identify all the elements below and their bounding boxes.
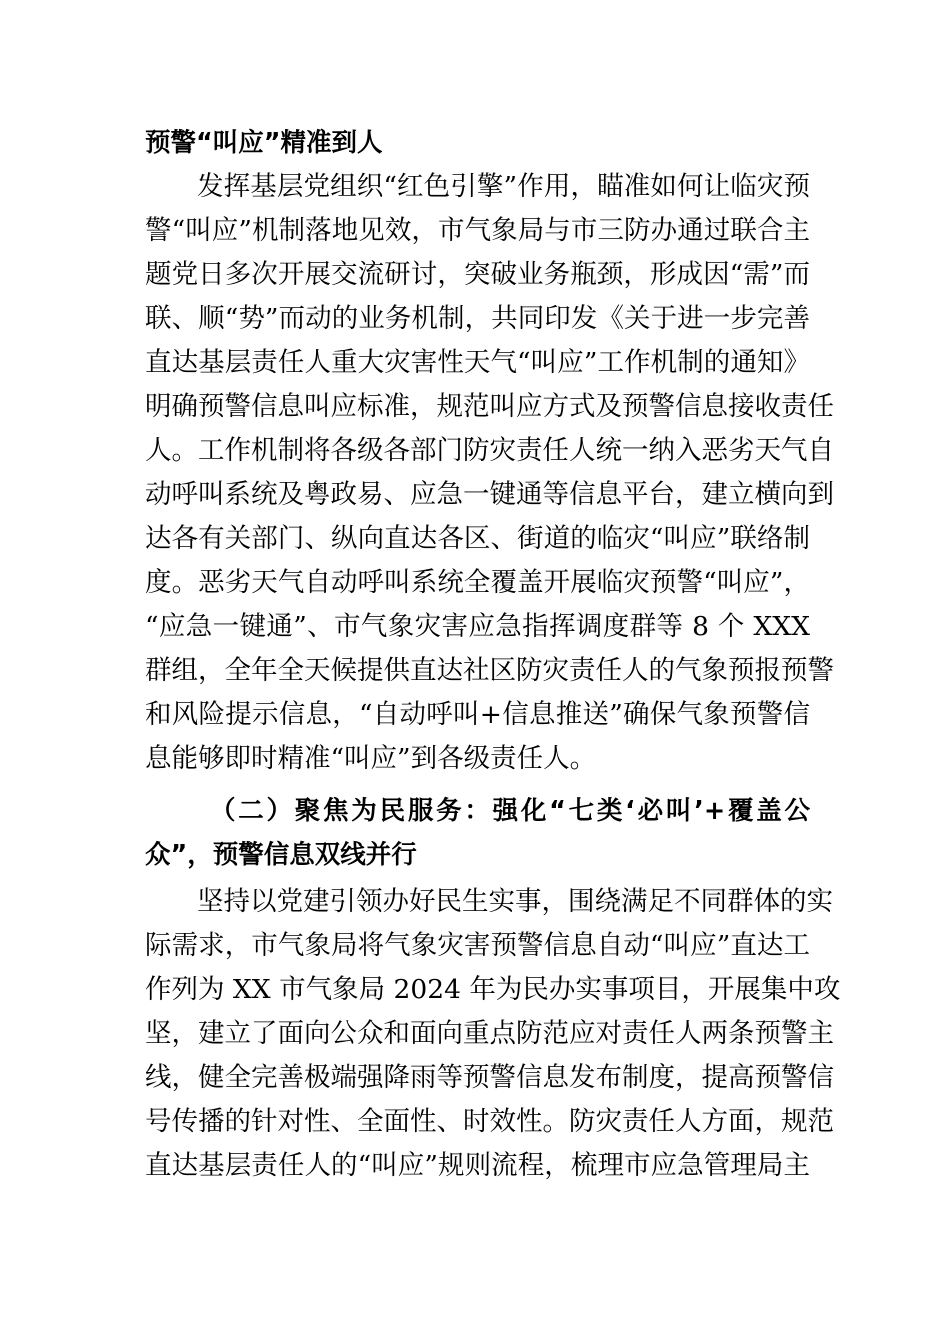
- paragraph-line: 群组，全年全天候提供直达社区防灾责任人的气象预报预警: [145, 655, 834, 686]
- paragraph-line: 明确预警信息叫应标准，规范叫应方式及预警信息接收责任: [145, 391, 834, 422]
- section-heading: 众”，预警信息双线并行: [145, 840, 417, 870]
- paragraph-line: 联、顺“势”而动的业务机制，共同印发《关于进一步完善: [145, 303, 810, 334]
- paragraph-line: 动呼叫系统及粤政易、应急一键通等信息平台，建立横向到: [145, 479, 834, 510]
- paragraph-line: 际需求，市气象局将气象灾害预警信息自动“叫应”直达工: [145, 930, 810, 961]
- paragraph-line: 坚持以党建引领办好民生实事，围绕满足不同群体的实: [197, 886, 833, 917]
- paragraph-line: 度。恶劣天气自动呼叫系统全覆盖开展临灾预警“叫应”，: [145, 567, 810, 598]
- paragraph-line: 发挥基层党组织“红色引擎”作用，瞄准如何让临灾预: [197, 171, 810, 202]
- paragraph-line: 线，健全完善极端强降雨等预警信息发布制度，提高预警信: [145, 1062, 834, 1093]
- paragraph-line: 直达基层责任人重大灾害性天气“叫应”工作机制的通知》: [145, 347, 810, 378]
- section-heading: （二）聚焦为民服务：强化“七类‘必叫’+覆盖公: [210, 796, 810, 826]
- paragraph-line: “应急一键通”、市气象灾害应急指挥调度群等 8 个 XXX: [145, 611, 810, 642]
- paragraph-line: 息能够即时精准“叫应”到各级责任人。: [145, 743, 597, 774]
- paragraph-line: 达各有关部门、纵向直达各区、街道的临灾“叫应”联络制: [145, 523, 810, 554]
- paragraph-line: 直达基层责任人的“叫应”规则流程，梳理市应急管理局主: [145, 1150, 810, 1181]
- paragraph-line: 题党日多次开展交流研讨，突破业务瓶颈，形成因“需”而: [145, 259, 810, 290]
- section-heading-tail: 预警“叫应”精准到人: [145, 128, 383, 158]
- paragraph-line: 人。工作机制将各级各部门防灾责任人统一纳入恶劣天气自: [145, 435, 834, 466]
- paragraph-line: 号传播的针对性、全面性、时效性。防灾责任人方面，规范: [145, 1106, 834, 1137]
- paragraph-line: 坚，建立了面向公众和面向重点防范应对责任人两条预警主: [145, 1018, 834, 1049]
- paragraph-line: 和风险提示信息，“自动呼叫+信息推送”确保气象预警信: [145, 699, 810, 730]
- paragraph-line: 作列为 XX 市气象局 2024 年为民办实事项目，开展集中攻: [145, 974, 841, 1005]
- paragraph-line: 警“叫应”机制落地见效，市气象局与市三防办通过联合主: [145, 215, 810, 246]
